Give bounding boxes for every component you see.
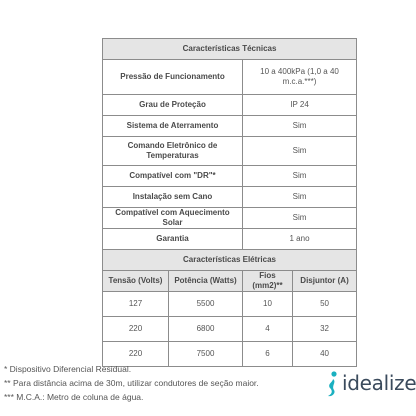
tech-row: [103, 60, 357, 95]
elec-cell: 7500: [169, 342, 243, 367]
tech-row: [103, 137, 357, 166]
elec-header-row: [103, 250, 357, 271]
brand-logo: [324, 370, 414, 398]
tech-value: 10 a 400kPa (1,0 a 40 m.c.a.***): [243, 60, 357, 95]
tech-label: Compatível com "DR"*: [103, 166, 243, 187]
footnote-dr: * Dispositivo Diferencial Residual.: [4, 364, 132, 374]
tech-row: [103, 116, 357, 137]
tech-row: [103, 208, 357, 229]
elec-header: Características Elétricas: [103, 250, 357, 271]
tech-label: Sistema de Aterramento: [103, 116, 243, 137]
tech-value: 1 ano: [243, 229, 357, 250]
tech-value: Sim: [243, 208, 357, 229]
elec-cell: 32: [293, 317, 357, 342]
tech-value: IP 24: [243, 95, 357, 116]
elec-row: [103, 317, 357, 342]
spec-table: [102, 38, 357, 367]
elec-cell: 220: [103, 342, 169, 367]
tech-label: Garantia: [103, 229, 243, 250]
elec-cell: 40: [293, 342, 357, 367]
elec-row: [103, 292, 357, 317]
elec-columns-row: [103, 271, 357, 292]
elec-cell: 50: [293, 292, 357, 317]
tech-label: Grau de Proteção: [103, 95, 243, 116]
tech-label: Comando Eletrônico de Temperaturas: [103, 137, 243, 166]
elec-col-header: Potência (Watts): [169, 271, 243, 292]
elec-cell: 6800: [169, 317, 243, 342]
elec-cell: 10: [243, 292, 293, 317]
footnotes: [4, 362, 259, 404]
elec-col-header: Fios (mm2)**: [243, 271, 293, 292]
footnote-wire: ** Para distância acima de 30m, utilizar condutores de seção maior.: [4, 378, 259, 388]
tech-label: Compatível com Aquecimento Solar: [103, 208, 243, 229]
tech-value: Sim: [243, 187, 357, 208]
brand-name: idealize: [342, 371, 416, 395]
tech-row: [103, 166, 357, 187]
tech-value: Sim: [243, 166, 357, 187]
footnote-mca: *** M.C.A.: Metro de coluna de água.: [4, 392, 144, 402]
tech-row: [103, 229, 357, 250]
tech-header: Características Técnicas: [103, 39, 357, 60]
tech-label: Instalação sem Cano: [103, 187, 243, 208]
elec-col-header: Disjuntor (A): [293, 271, 357, 292]
elec-cell: 6: [243, 342, 293, 367]
elec-cell: 4: [243, 317, 293, 342]
tech-value: Sim: [243, 137, 357, 166]
tech-value: Sim: [243, 116, 357, 137]
elec-cell: 220: [103, 317, 169, 342]
tech-header-row: [103, 39, 357, 60]
tech-row: [103, 187, 357, 208]
tech-row: [103, 95, 357, 116]
elec-cell: 127: [103, 292, 169, 317]
tech-label: Pressão de Funcionamento: [103, 60, 243, 95]
elec-cell: 5500: [169, 292, 243, 317]
water-drop-icon: [324, 370, 340, 398]
elec-col-header: Tensão (Volts): [103, 271, 169, 292]
